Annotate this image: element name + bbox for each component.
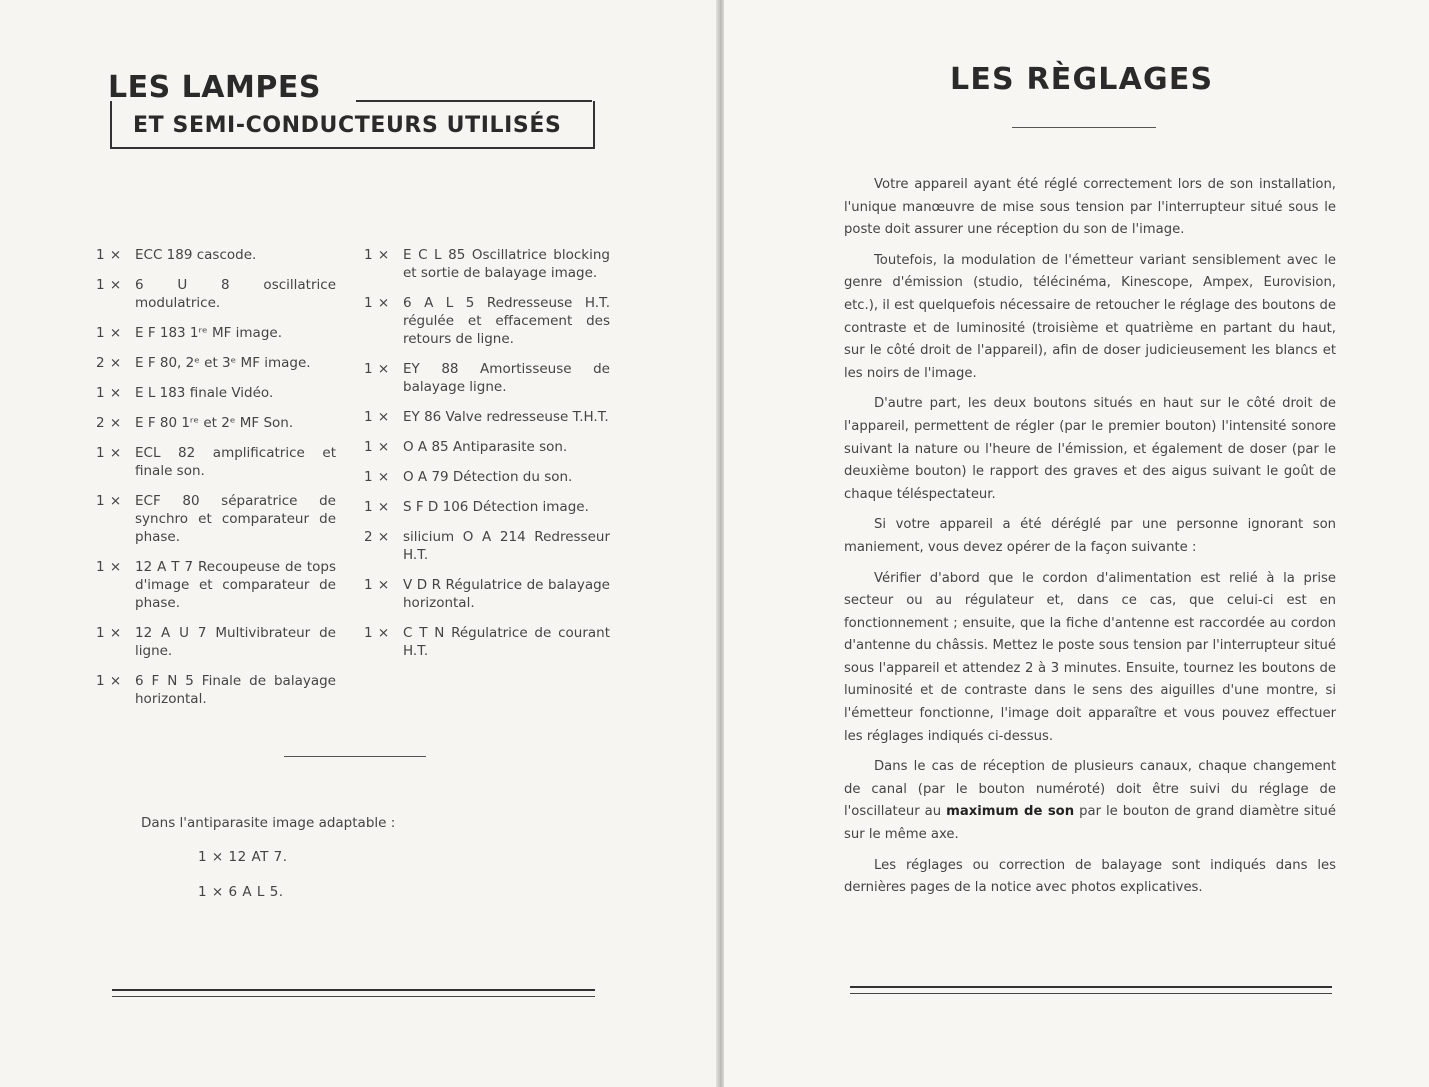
item-quantity: 1 ×	[364, 361, 390, 377]
adaptable-intro: Dans l'antiparasite image adaptable :	[141, 815, 396, 831]
item-description: E C L 85 Oscillatrice blocking et sortie de balayage image.	[403, 247, 610, 281]
item-quantity: 1 ×	[96, 493, 122, 509]
item-description: 6 A L 5 Redresseuse H.T. régulée et effacement des retours de ligne.	[403, 295, 610, 347]
list-item	[364, 360, 610, 396]
list-item	[364, 624, 610, 660]
paragraph: Toutefois, la modulation de l'émetteur variant sensiblement avec le genre d'émission (studio, télécinéma, Kinescope, Ampex, Eurovision, etc.), il est quelquefois nécessaire de retoucher le réglage des boutons de contraste et de luminosité (troisième et quatrième en partant du haut, sur le côté droit de l'appareil), afin de doser judicieusement les blancs et les noirs de l'image.	[844, 252, 1336, 381]
item-quantity: 1 ×	[364, 625, 390, 641]
item-description: ECF 80 séparatrice de synchro et comparateur de phase.	[135, 493, 336, 545]
paragraph	[844, 756, 1336, 846]
list-item	[364, 528, 610, 564]
item-description: ECC 189 cascode.	[135, 247, 257, 263]
list-item	[96, 324, 336, 342]
bold-phrase: maximum de son	[946, 804, 1075, 820]
item-quantity: 1 ×	[96, 325, 122, 341]
item-quantity: 1 ×	[364, 439, 390, 455]
title-divider	[1012, 127, 1156, 128]
item-description: O A 85 Antiparasite son.	[403, 439, 568, 455]
list-item	[96, 414, 336, 432]
item-description: C T N Régulatrice de courant H.T.	[403, 625, 610, 659]
list-item	[96, 246, 336, 264]
left-bottom-rule	[112, 989, 595, 997]
list-item	[96, 354, 336, 372]
item-quantity: 1 ×	[96, 673, 122, 689]
item-quantity: 1 ×	[364, 409, 390, 425]
item-quantity: 1 ×	[364, 247, 390, 263]
item-quantity: 1 ×	[364, 295, 390, 311]
paragraph: D'autre part, les deux boutons situés en haut sur le côté droit de l'appareil, permettent de régler (par le premier bouton) l'intensité sonore suivant la nature ou l'heure de l'émission, et également de doser (par le deuxième bouton) le rapport des graves et des aigus suivant le goût de chaque téléspectateur.	[844, 396, 1336, 502]
item-description: O A 79 Détection du son.	[403, 469, 573, 485]
item-description: S F D 106 Détection image.	[403, 499, 589, 515]
section-divider	[284, 756, 426, 757]
item-quantity: 2 ×	[96, 355, 122, 371]
item-description: E F 80, 2ᵉ et 3ᵉ MF image.	[135, 355, 311, 371]
list-item	[96, 672, 336, 708]
adaptable-item: 1 × 12 AT 7.	[198, 849, 288, 865]
list-item	[364, 408, 610, 426]
item-description: E F 80 1ʳᵉ et 2ᵉ MF Son.	[135, 415, 294, 431]
paragraph: Vérifier d'abord que le cordon d'alimentation est relié à la prise secteur ou au régulateur et, dans ce cas, que celui-ci est en fonctionnement ; ensuite, que la fiche d'antenne est raccordée au cordon d'antenne du châssis. Mettez le poste sous tension par l'interrupteur situé sous l'appareil et attendez 2 à 3 minutes. Ensuite, tournez les boutons de luminosité et de contraste dans le sens des aiguilles d'une montre, si l'émetteur fonctionne, l'image doit apparaître et vous pouvez effectuer les réglages indiqués ci-dessus.	[844, 570, 1336, 744]
item-quantity: 2 ×	[96, 415, 122, 431]
list-item	[364, 246, 610, 282]
item-description: 6 U 8 oscillatrice modulatrice.	[135, 277, 336, 311]
item-quantity: 2 ×	[364, 529, 390, 545]
tube-list-column-2	[364, 246, 610, 672]
item-quantity: 1 ×	[96, 247, 122, 263]
adjustments-text	[844, 174, 1336, 908]
list-item	[96, 558, 336, 612]
list-item	[96, 624, 336, 660]
item-description: silicium O A 214 Redresseur H.T.	[403, 529, 610, 563]
item-description: E L 183 finale Vidéo.	[135, 385, 274, 401]
list-item	[364, 576, 610, 612]
item-description: EY 86 Valve redresseuse T.H.T.	[403, 409, 609, 425]
paragraph: Les réglages ou correction de balayage sont indiqués dans les dernières pages de la notice avec photos explicatives.	[844, 857, 1336, 896]
item-description: V D R Régulatrice de balayage horizontal.	[403, 577, 610, 611]
right-bottom-rule	[850, 986, 1332, 994]
item-quantity: 1 ×	[364, 577, 390, 593]
tube-list-column-1	[96, 246, 336, 720]
list-item	[96, 444, 336, 480]
item-description: ECL 82 amplificatrice et finale son.	[135, 445, 336, 479]
list-item	[96, 492, 336, 546]
item-description: 12 A U 7 Multivibrateur de ligne.	[135, 625, 336, 659]
book-gutter	[716, 0, 724, 1087]
item-description: E F 183 1ʳᵉ MF image.	[135, 325, 282, 341]
list-item	[96, 276, 336, 312]
left-title-line2: ET SEMI-CONDUCTEURS UTILISÉS	[133, 113, 562, 138]
item-quantity: 1 ×	[96, 445, 122, 461]
left-title-line1: LES LAMPES	[108, 70, 321, 105]
paragraph-text: par le bouton de grand diamètre situé sur le même axe.	[844, 804, 1336, 843]
item-description: 6 F N 5 Finale de balayage horizontal.	[135, 673, 336, 707]
item-quantity: 1 ×	[364, 469, 390, 485]
item-quantity: 1 ×	[96, 385, 122, 401]
paragraph: Si votre appareil a été déréglé par une personne ignorant son maniement, vous devez opérer de la façon suivante :	[844, 517, 1336, 555]
item-quantity: 1 ×	[96, 559, 122, 575]
item-quantity: 1 ×	[96, 625, 122, 641]
paragraph-text: Dans le cas de réception de plusieurs canaux, chaque changement de canal (par le bouton numéroté) doit être suivi du réglage de l'oscillateur au	[844, 759, 1336, 820]
item-description: 12 A T 7 Recoupeuse de tops d'image et comparateur de phase.	[135, 559, 336, 611]
right-title: LES RÈGLAGES	[950, 62, 1214, 97]
item-quantity: 1 ×	[364, 499, 390, 515]
list-item	[364, 294, 610, 348]
list-item	[364, 468, 610, 486]
list-item	[96, 384, 336, 402]
item-quantity: 1 ×	[96, 277, 122, 293]
list-item	[364, 438, 610, 456]
item-description: EY 88 Amortisseuse de balayage ligne.	[403, 361, 610, 395]
list-item	[364, 498, 610, 516]
paragraph: Votre appareil ayant été réglé correctement lors de son installation, l'unique manœuvre de mise sous tension par l'interrupteur situé sous le poste doit assurer une réception du son de l'image.	[844, 177, 1336, 238]
adaptable-item: 1 × 6 A L 5.	[198, 884, 284, 900]
